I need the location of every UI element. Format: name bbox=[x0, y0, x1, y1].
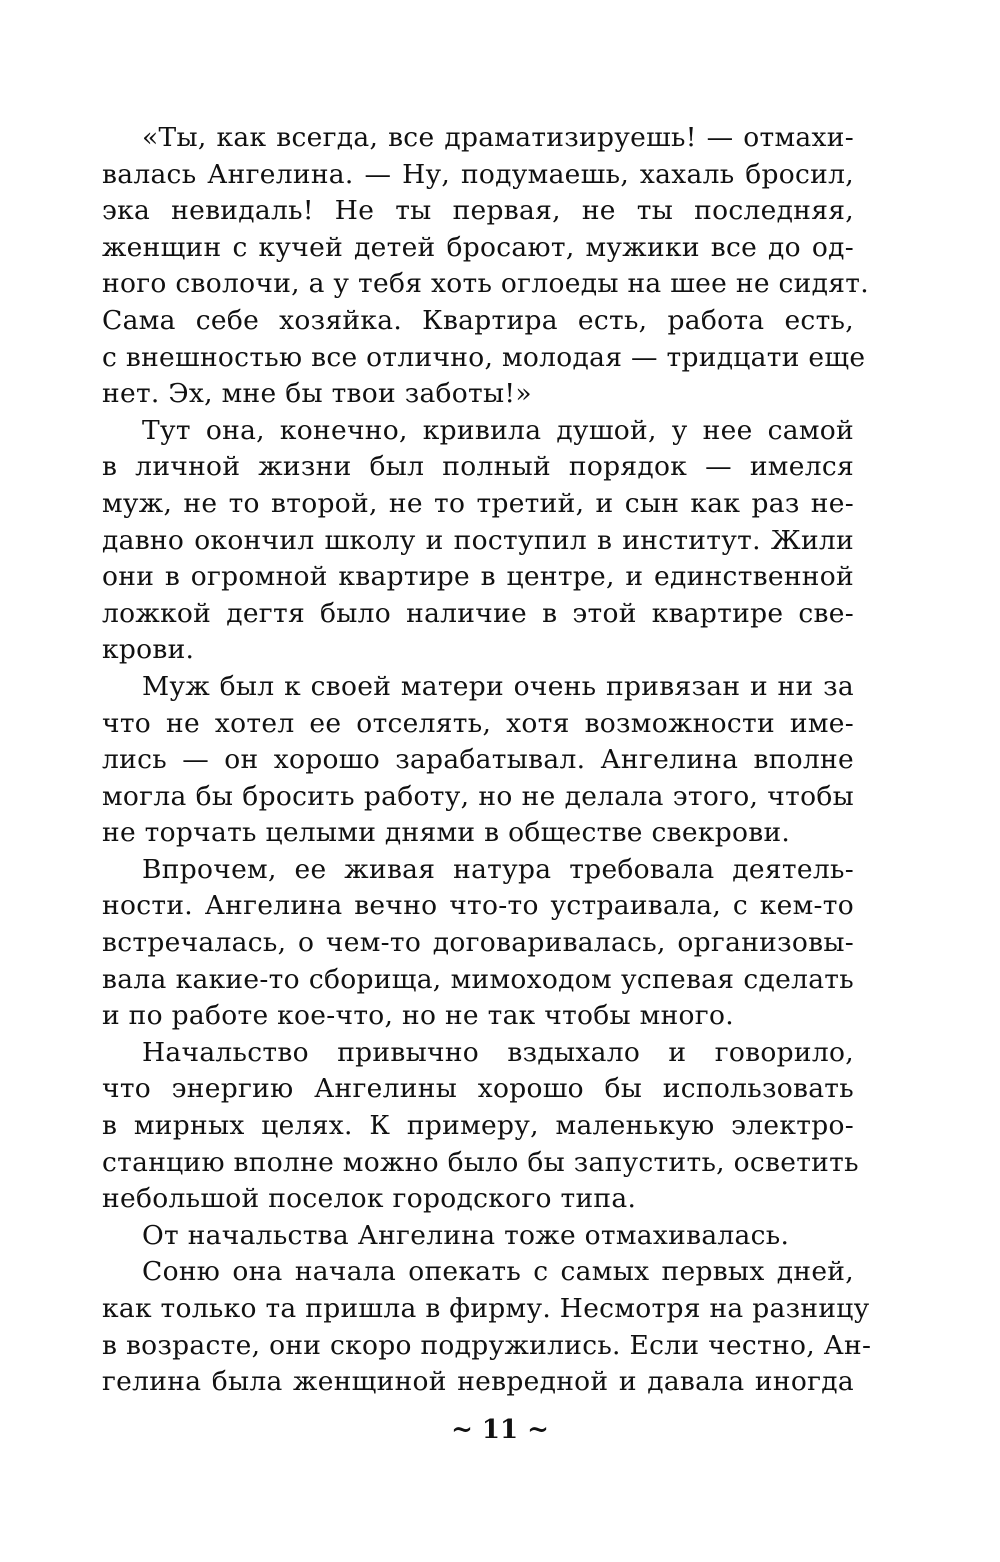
text-line: эка невидаль! Не ты первая, не ты последняя, bbox=[102, 195, 854, 227]
text-line: ного сволочи, а у тебя хоть оглоеды на шее не сидят. bbox=[102, 268, 869, 300]
text-line: От начальства Ангелина тоже отмахивалась. bbox=[142, 1219, 790, 1251]
text-line: гелина была женщиной невредной и давала иногда bbox=[102, 1366, 854, 1398]
text-line: Соню она начала опекать с самых первых дней, bbox=[142, 1256, 854, 1288]
text-line: валась Ангелина. — Ну, подумаешь, хахаль бросил, bbox=[102, 158, 854, 190]
text-line: нет. Эх, мне бы твои заботы!» bbox=[102, 378, 532, 410]
text-line: давно окончил школу и поступил в институт. Жили bbox=[102, 524, 854, 556]
text-line: что энергию Ангелины хорошо бы использовать bbox=[102, 1073, 854, 1105]
text-line: с внешностью все отлично, молодая — тридцати еще bbox=[102, 341, 866, 373]
text-line: они в огромной квартире в центре, и единственной bbox=[102, 561, 854, 593]
text-line: ложкой дегтя было наличие в этой квартире све- bbox=[102, 597, 854, 629]
text-line: крови. bbox=[102, 634, 195, 666]
page-number: ~ 11 ~ bbox=[451, 1415, 549, 1445]
text-line: небольшой поселок городского типа. bbox=[102, 1183, 637, 1215]
text-line: муж, не то второй, не то третий, и сын как раз не- bbox=[102, 487, 854, 519]
text-line: женщин с кучей детей бросают, мужики все до од- bbox=[102, 231, 854, 263]
text-line: ности. Ангелина вечно что-то устраивала, с кем-то bbox=[102, 890, 854, 922]
text-line: в мирных целях. К примеру, маленькую электро- bbox=[102, 1110, 854, 1142]
text-line: Тут она, конечно, кривила душой, у нее самой bbox=[142, 414, 854, 446]
text-line: и по работе кое-что, но не так чтобы много. bbox=[102, 1000, 734, 1032]
text-line: лись — он хорошо зарабатывал. Ангелина вполне bbox=[102, 744, 854, 776]
text-line: что не хотел ее отселять, хотя возможности име- bbox=[102, 707, 854, 739]
text-line: вала какие-то сборища, мимоходом успевая сделать bbox=[102, 963, 854, 995]
text-line: Впрочем, ее живая натура требовала деятель- bbox=[142, 853, 854, 885]
text-line: могла бы бросить работу, но не делала этого, чтобы bbox=[102, 780, 854, 812]
text-line: Сама себе хозяйка. Квартира есть, работа есть, bbox=[102, 304, 854, 336]
text-line: в возрасте, они скоро подружились. Если честно, Ан- bbox=[102, 1329, 872, 1361]
text-line: встречалась, о чем-то договаривалась, организовы- bbox=[102, 927, 854, 959]
text-line: станцию вполне можно было бы запустить, осветить bbox=[102, 1146, 859, 1178]
text-line: «Ты, как всегда, все драматизируешь! — отмахи- bbox=[142, 122, 854, 153]
text-line: как только та пришла в фирму. Несмотря на разницу bbox=[102, 1293, 870, 1324]
text-line: Муж был к своей матери очень привязан и ни за bbox=[142, 670, 854, 702]
text-line: Начальство привычно вздыхало и говорило, bbox=[142, 1036, 854, 1068]
text-line: в личной жизни был полный порядок — имелся bbox=[102, 451, 854, 483]
text-line: не торчать целыми днями в обществе свекрови. bbox=[102, 817, 791, 849]
body-text bbox=[102, 120, 872, 1401]
